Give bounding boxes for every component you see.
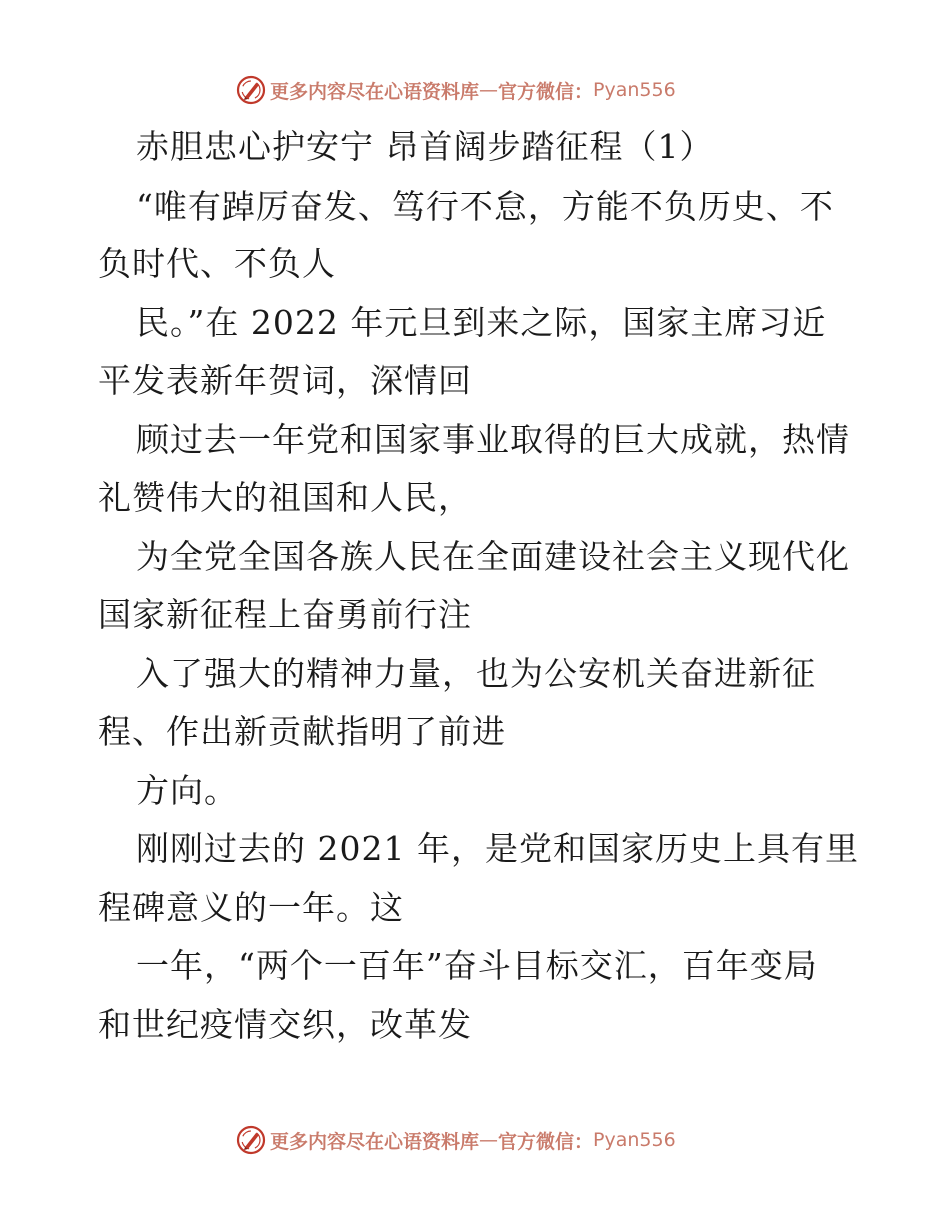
paragraph-line: 和世纪疫情交织，改革发 — [98, 1005, 472, 1044]
paragraph-line: 程碑意义的一年。这 — [98, 888, 404, 927]
footer-watermark — [236, 1122, 676, 1158]
paragraph-line: 刚刚过去的 2021 年，是党和国家历史上具有里 — [136, 829, 859, 868]
paragraph-line: 为全党全国各族人民在全面建设社会主义现代化 — [136, 537, 850, 576]
paragraph-line: 国家新征程上奋勇前行注 — [98, 595, 472, 634]
pen-logo-icon — [236, 75, 266, 105]
watermark-wechat-label: 官方微信： — [498, 1130, 594, 1153]
document-title: 赤胆忠心护安宁 昂首阔步踏征程（1） — [136, 127, 714, 166]
watermark-dash: — — [479, 79, 499, 101]
header-watermark — [236, 72, 676, 108]
watermark-dash: — — [479, 1129, 499, 1151]
watermark-text: 更多内容尽在心语资料库 — [270, 1130, 480, 1153]
watermark-text: 更多内容尽在心语资料库 — [270, 80, 480, 103]
paragraph-line: 方向。 — [136, 771, 238, 810]
pen-logo-icon — [236, 1125, 266, 1155]
paragraph-line: 负时代、不负人 — [98, 244, 336, 283]
paragraph-line: 平发表新年贺词，深情回 — [98, 361, 472, 400]
paragraph-line: 入了强大的精神力量，也为公安机关奋进新征 — [136, 654, 816, 693]
paragraph-line: 顾过去一年党和国家事业取得的巨大成就，热情 — [136, 420, 850, 459]
paragraph-line: 程、作出新贡献指明了前进 — [98, 712, 506, 751]
watermark-wechat-label: 官方微信： — [498, 80, 594, 103]
paragraph-line: 一年，“两个一百年”奋斗目标交汇，百年变局 — [136, 946, 818, 985]
paragraph-line: “唯有踔厉奋发、笃行不怠，方能不负历史、不 — [136, 187, 834, 226]
paragraph-line: 民。”在 2022 年元旦到来之际，国家主席习近 — [136, 303, 827, 342]
watermark-wechat-id: Pyan556 — [593, 79, 676, 101]
watermark-wechat-id: Pyan556 — [593, 1129, 676, 1151]
paragraph-line: 礼赞伟大的祖国和人民， — [98, 478, 472, 517]
